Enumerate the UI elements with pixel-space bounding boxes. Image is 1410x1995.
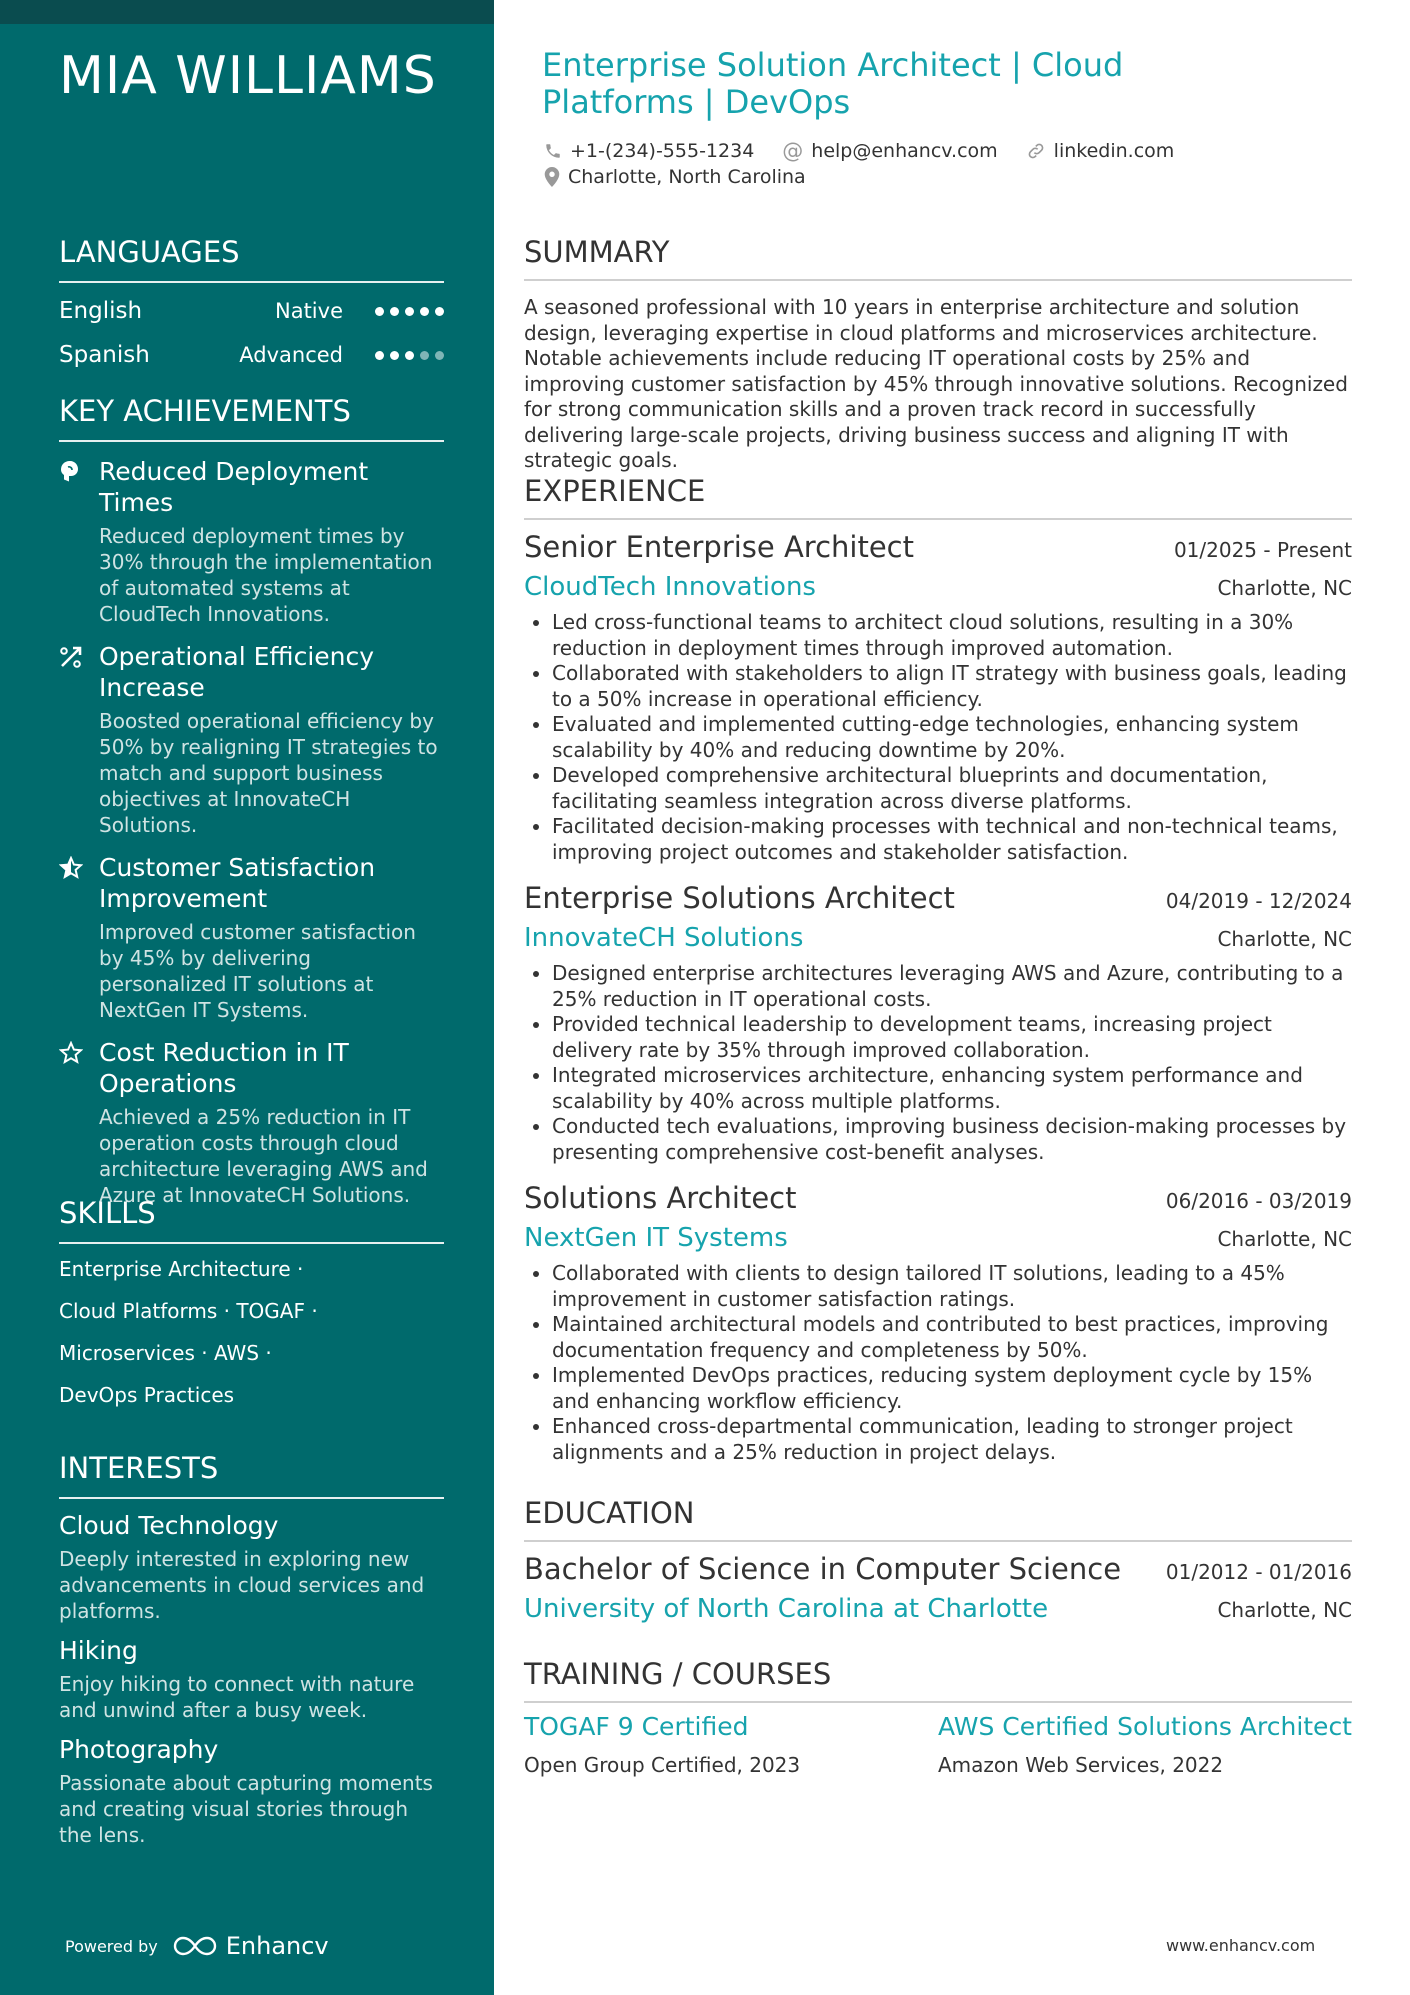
job-bullet: • Facilitated decision-making processes with technical and non-technical teams, improving project outcomes and stakeholder satisfaction. xyxy=(552,814,1352,865)
rating-dot xyxy=(435,351,444,360)
contact-linkedin[interactable] xyxy=(1026,140,1175,162)
rating-dot xyxy=(375,307,384,316)
language-name: Spanish xyxy=(59,342,150,368)
contact-email[interactable] xyxy=(782,139,997,163)
rating-dot xyxy=(390,307,399,316)
language-name: English xyxy=(59,298,143,324)
job-title: Enterprise Solutions Architect xyxy=(524,881,955,915)
language-level: Native xyxy=(275,299,343,323)
achievement-description: Achieved a 25% reduction in IT operation costs through cloud architecture leveraging AWS and Azure at InnovateCH Solutions. xyxy=(99,1105,428,1207)
star-outline-icon xyxy=(59,1037,99,1208)
link-icon xyxy=(1026,141,1046,161)
rating-dot xyxy=(390,351,399,360)
rating-dot xyxy=(405,351,414,360)
infinity-icon xyxy=(172,1934,218,1958)
language-rating xyxy=(375,307,444,316)
job-entry xyxy=(524,881,1352,1165)
job-entry xyxy=(524,1181,1352,1465)
job-bullet: • Designed enterprise architectures leveraging AWS and Azure, contributing to a 25% reduction in IT operational costs. xyxy=(552,961,1352,1012)
courses-list xyxy=(524,1712,1352,1777)
achievement-item xyxy=(59,1037,444,1208)
sidebar-top-band xyxy=(0,0,494,24)
trend-icon xyxy=(59,641,99,838)
course-item xyxy=(524,1712,938,1777)
rating-dot xyxy=(420,307,429,316)
candidate-name: MIA WILLIAMS xyxy=(59,46,437,106)
achievements-heading: KEY ACHIEVEMENTS xyxy=(59,394,444,442)
job-bullets xyxy=(524,610,1352,865)
interest-item xyxy=(59,1511,444,1624)
rating-dot xyxy=(420,351,429,360)
interests-section xyxy=(59,1451,444,1848)
achievement-title: Customer Satisfaction Improvement xyxy=(99,853,376,913)
job-title: Solutions Architect xyxy=(524,1181,797,1215)
course-description: Open Group Certified, 2023 xyxy=(524,1753,801,1777)
job-bullets xyxy=(524,1261,1352,1465)
job-bullet: • Maintained architectural models and contributed to best practices, improving documentation frequency and completeness by 50%. xyxy=(552,1312,1352,1363)
achievement-title: Operational Efficiency Increase xyxy=(99,642,375,702)
achievement-title: Cost Reduction in IT Operations xyxy=(99,1038,349,1098)
interest-description: Deeply interested in exploring new advancements in cloud services and platforms. xyxy=(59,1547,425,1623)
powered-by xyxy=(65,1932,329,1960)
job-dates: 06/2016 - 03/2019 xyxy=(1165,1189,1352,1213)
language-level: Advanced xyxy=(239,343,343,367)
job-dates: 04/2019 - 12/2024 xyxy=(1165,889,1352,913)
job-title: Senior Enterprise Architect xyxy=(524,530,914,564)
brain-icon xyxy=(59,456,99,627)
location-text: Charlotte, North Carolina xyxy=(568,166,806,188)
achievement-description: Boosted operational efficiency by 50% by realigning IT strategies to match and support business objectives at InnovateCH Solutions. xyxy=(99,709,438,837)
interests-heading: INTERESTS xyxy=(59,1451,444,1499)
achievement-description: Reduced deployment times by 30% through the implementation of automated systems at CloudTech Innovations. xyxy=(99,524,433,626)
education-location: Charlotte, NC xyxy=(1217,1598,1352,1622)
education-heading: EDUCATION xyxy=(524,1496,1352,1542)
skill-line: DevOps Practices xyxy=(59,1383,235,1407)
job-bullet: • Provided technical leadership to development teams, increasing project delivery rate by 35% through improved collaboration. xyxy=(552,1012,1352,1063)
training-heading: TRAINING / COURSES xyxy=(524,1657,1352,1703)
email-text: help@enhancv.com xyxy=(811,140,998,162)
education-dates: 01/2012 - 01/2016 xyxy=(1165,1560,1352,1584)
degree-title: Bachelor of Science in Computer Science xyxy=(524,1552,1122,1586)
languages-section xyxy=(59,235,444,377)
experience-heading: EXPERIENCE xyxy=(524,474,1352,520)
skills-heading: SKILLS xyxy=(59,1196,444,1244)
course-description: Amazon Web Services, 2022 xyxy=(938,1753,1224,1777)
contact-row xyxy=(544,139,1174,163)
job-bullet: • Collaborated with stakeholders to align IT strategy with business goals, leading to a 50% increase in operational efficiency. xyxy=(552,661,1352,712)
skill-line: Enterprise Architecture · xyxy=(59,1257,304,1281)
interest-item xyxy=(59,1636,444,1723)
job-company: CloudTech Innovations xyxy=(524,572,816,602)
contact-location xyxy=(544,166,806,188)
contact-location-row xyxy=(544,166,806,188)
skills-section xyxy=(59,1196,444,1416)
course-title: AWS Certified Solutions Architect xyxy=(938,1712,1352,1741)
phone-text: +1-(234)-555-1234 xyxy=(570,140,755,162)
linkedin-text: linkedin.com xyxy=(1053,140,1175,162)
at-icon: @ xyxy=(782,139,804,163)
achievement-item xyxy=(59,852,444,1023)
job-bullet: • Enhanced cross-departmental communication, leading to stronger project alignments and a 25% reduction in project delays. xyxy=(552,1414,1352,1465)
contact-phone[interactable] xyxy=(544,140,754,162)
location-pin-icon xyxy=(544,167,560,187)
job-location: Charlotte, NC xyxy=(1217,1227,1352,1251)
course-title: TOGAF 9 Certified xyxy=(524,1712,749,1741)
interest-description: Passionate about capturing moments and creating visual stories through the lens. xyxy=(59,1771,433,1847)
skill-line: Cloud Platforms · TOGAF · xyxy=(59,1299,318,1323)
job-bullet: • Integrated microservices architecture, enhancing system performance and scalability by 40% across multiple platforms. xyxy=(552,1063,1352,1114)
summary-text: A seasoned professional with 10 years in enterprise architecture and solution design, leveraging expertise in cloud platforms and microservices architecture. Notable achievements include reducing IT operational costs by 25% and improving customer satisfaction by 45% through innovative solutions. Recognized for strong communication skills and a proven track record in successfully delivering large-scale projects, driving business success and aligning IT with strategic goals. xyxy=(524,295,1348,472)
language-rating xyxy=(375,351,444,360)
interest-title: Hiking xyxy=(59,1636,138,1665)
interest-item xyxy=(59,1735,444,1848)
achievement-title: Reduced Deployment Times xyxy=(99,457,369,517)
job-entry xyxy=(524,530,1352,865)
job-bullet: • Conducted tech evaluations, improving business decision-making processes by presenting comprehensive cost-benefit analyses. xyxy=(552,1114,1352,1165)
rating-dot xyxy=(375,351,384,360)
achievements-section xyxy=(59,394,444,1208)
job-dates: 01/2025 - Present xyxy=(1173,538,1352,562)
job-bullet: • Led cross-functional teams to architect cloud solutions, resulting in a 30% reduction in deployment times through improved automation. xyxy=(552,610,1352,661)
job-bullet: • Developed comprehensive architectural blueprints and documentation, facilitating seamless integration across diverse platforms. xyxy=(552,763,1352,814)
sidebar xyxy=(0,0,494,1995)
job-company: NextGen IT Systems xyxy=(524,1223,788,1253)
interest-title: Photography xyxy=(59,1735,219,1764)
interest-description: Enjoy hiking to connect with nature and unwind after a busy week. xyxy=(59,1672,415,1722)
rating-dot xyxy=(435,307,444,316)
job-bullet: • Evaluated and implemented cutting-edge technologies, enhancing system scalability by 40% and reducing downtime by 20%. xyxy=(552,712,1352,763)
language-row xyxy=(59,289,444,333)
summary-heading: SUMMARY xyxy=(524,235,1352,281)
interest-title: Cloud Technology xyxy=(59,1511,279,1540)
star-half-icon xyxy=(59,852,99,1023)
headline: Enterprise Solution Architect | Cloud Platforms | DevOps xyxy=(542,46,1124,121)
job-location: Charlotte, NC xyxy=(1217,576,1352,600)
job-bullets xyxy=(524,961,1352,1165)
job-company: InnovateCH Solutions xyxy=(524,923,804,953)
achievement-item xyxy=(59,456,444,627)
achievement-description: Improved customer satisfaction by 45% by delivering personalized IT solutions at NextGen IT Systems. xyxy=(99,920,416,1022)
job-location: Charlotte, NC xyxy=(1217,927,1352,951)
skill-line: Microservices · AWS · xyxy=(59,1341,272,1365)
languages-heading: LANGUAGES xyxy=(59,235,444,283)
course-item xyxy=(938,1712,1352,1777)
language-row xyxy=(59,333,444,377)
phone-icon xyxy=(544,142,562,160)
rating-dot xyxy=(405,307,414,316)
powered-by-label: Powered by xyxy=(65,1936,158,1956)
enhancv-logo[interactable] xyxy=(172,1932,329,1960)
achievement-item xyxy=(59,641,444,838)
job-bullet: • Implemented DevOps practices, reducing system deployment cycle by 15% and enhancing workflow efficiency. xyxy=(552,1363,1352,1414)
job-bullet: • Collaborated with clients to design tailored IT solutions, leading to a 45% improvement in customer satisfaction ratings. xyxy=(552,1261,1352,1312)
education-entry xyxy=(524,1552,1352,1624)
footer-url[interactable]: www.enhancv.com xyxy=(1166,1936,1316,1955)
brand-name: Enhancv xyxy=(225,1932,329,1960)
school-name: University of North Carolina at Charlotte xyxy=(524,1594,1049,1624)
